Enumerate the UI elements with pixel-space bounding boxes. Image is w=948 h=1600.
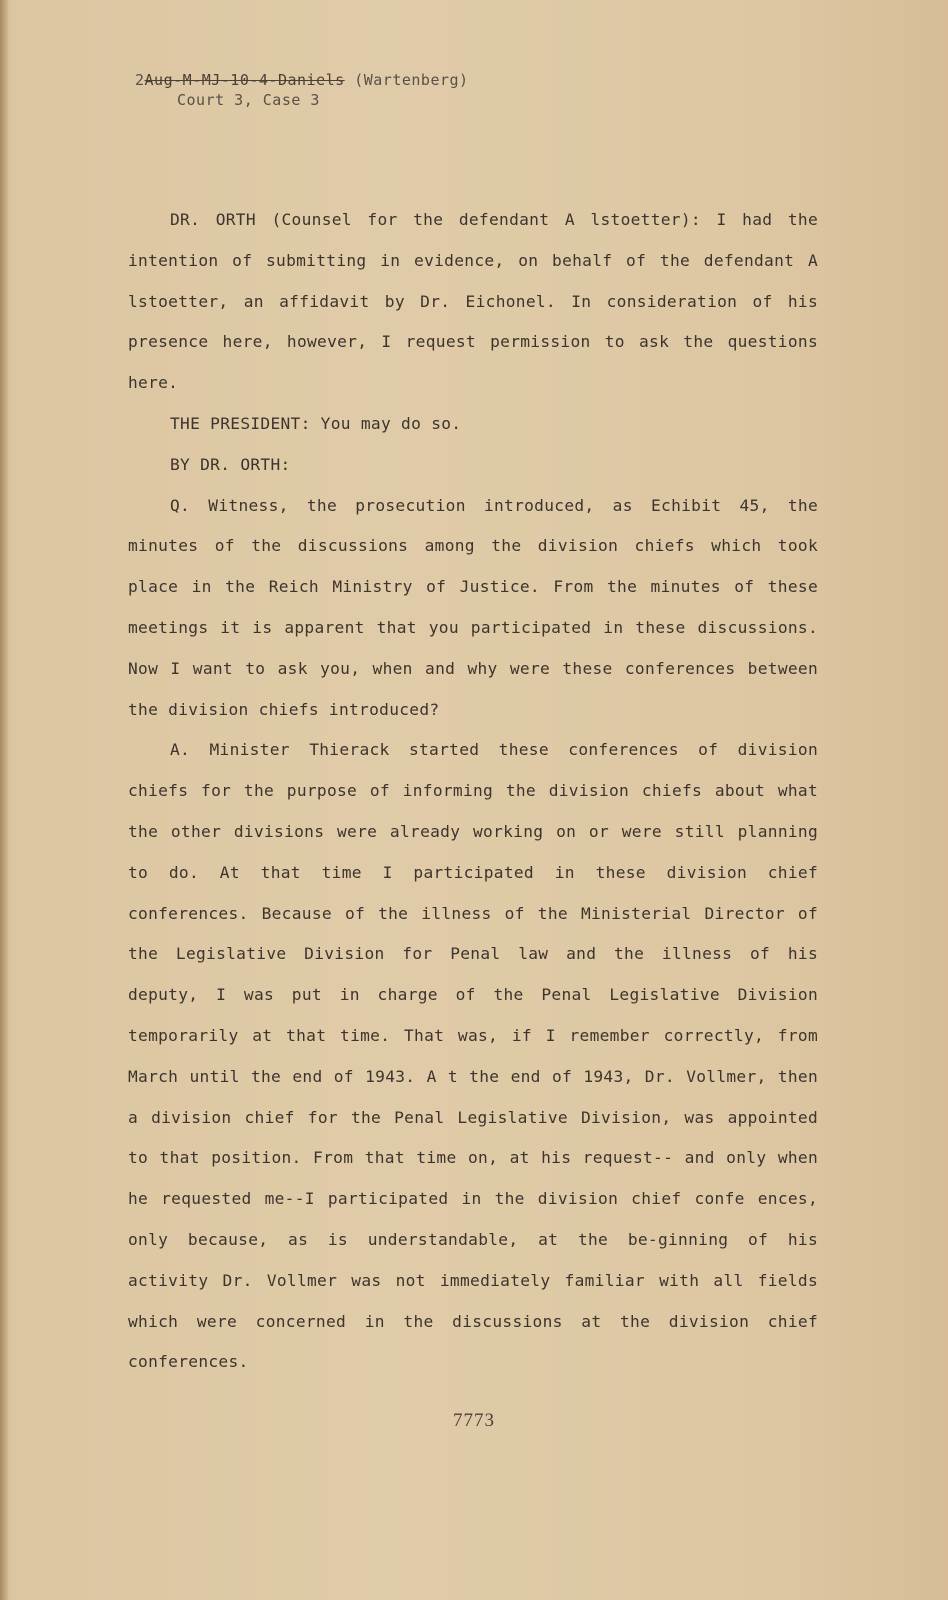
transcript-body <box>128 200 818 1383</box>
page-edge-shadow <box>0 0 8 1600</box>
paragraph-question: Q. Witness, the prosecution introduced, as Echibit 45, the minutes of the discussions among the division chiefs which took place in the Reich Ministry of Justice. From the minutes of these meetings it is apparent that you participated in these discussions. Now I want to ask you, when and why were these conferences between the division chiefs introduced? <box>128 495 818 719</box>
header-handwritten-note: (Wartenberg) <box>354 71 469 89</box>
paragraph-counsel-statement: DR. ORTH (Counsel for the defendant A lstoetter): I had the intention of submitting in evidence, on behalf of the defendant A lstoetter, an affidavit by Dr. Eichonel. In consideration of his presence here, however, I request permission to ask the questions here. <box>128 210 818 393</box>
header-line-1 <box>135 70 469 90</box>
header-court-case: Court 3, Case 3 <box>177 91 320 109</box>
paragraph-examiner: BY DR. ORTH: <box>170 454 291 474</box>
document-header <box>135 70 469 110</box>
page-number: 7773 <box>453 1410 495 1431</box>
header-prefix: 2 <box>135 71 145 89</box>
header-struck-reference: Aug-M-MJ-10-4-Daniels <box>144 71 345 89</box>
paragraph-president: THE PRESIDENT: You may do so. <box>170 413 462 433</box>
paragraph-answer: A. Minister Thierack started these conferences of division chiefs for the purpose of informing the division chiefs about what the other divisions were already working on or were still planning to do. At that time I participated in these division chief conferences. Because of the illness of the Ministerial Director of the Legislative Division for Penal law and the illness of his deputy, I was put in charge of the Penal Legislative Division temporarily at that time. That was, if I remember correctly, from March until the end of 1943. A t the end of 1943, Dr. Vollmer, then a division chief for the Penal Legislative Division, was appointed to that position. From that time on, at his request-- and only when he requested me--I participated in the division chief confe ences, only because, as is understandable, at the be-ginning of his activity Dr. Vollmer was not immediately familiar with all fields which were concerned in the discussions at the division chief conferences. <box>128 740 818 1372</box>
